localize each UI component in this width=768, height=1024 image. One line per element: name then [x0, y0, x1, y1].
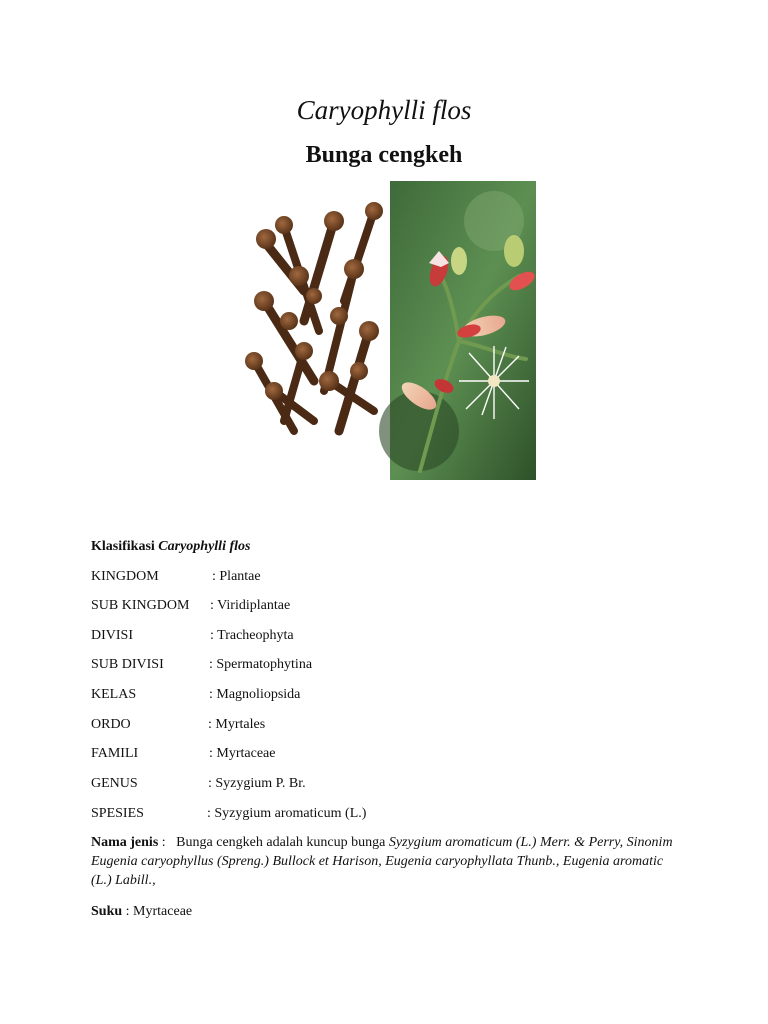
taxon-value: : Myrtaceae: [209, 746, 276, 761]
taxon-value: : Syzygium aromaticum (L.): [207, 806, 367, 821]
taxon-label: DIVISI: [91, 628, 133, 643]
taxon-label: SPESIES: [91, 806, 144, 821]
taxon-label: FAMILI: [91, 746, 139, 761]
taxon-label: GENUS: [91, 776, 138, 791]
nama-jenis-scientific-names: Syzygium aromaticum (L.) Merr. & Perry, Sinonim Eugenia caryophyllus (Spreng.) Bullock et Harison, Eugenia caryophyllata Thunb., Eugenia aromatic (L.) Labill.,: [91, 835, 673, 888]
suku-line: [91, 902, 192, 921]
taxon-value: : Syzygium P. Br.: [208, 776, 306, 791]
suku-value: : Myrtaceae: [122, 904, 193, 919]
nama-jenis-text: Bunga cengkeh adalah kuncup bunga: [176, 835, 389, 850]
taxon-value: : Tracheophyta: [210, 628, 294, 643]
nama-jenis-separator: :: [158, 835, 177, 850]
taxon-label: SUB DIVISI: [91, 657, 164, 672]
taxon-label: ORDO: [91, 717, 131, 732]
taxon-value: : Magnoliopsida: [209, 687, 301, 702]
suku-label: Suku: [91, 904, 123, 919]
taxon-value: : Spermatophytina: [209, 657, 313, 672]
fresh-clove-flowers-image: [379, 181, 536, 480]
taxon-label: KINGDOM: [91, 569, 159, 584]
classification-heading: [91, 538, 250, 556]
dried-cloves-image: [244, 181, 390, 480]
taxon-label: SUB KINGDOM: [91, 598, 190, 613]
document-title: Caryophylli flos: [296, 95, 472, 125]
taxon-value: : Viridiplantae: [210, 598, 291, 613]
clove-photo: [244, 181, 536, 480]
taxon-label: KELAS: [91, 687, 137, 702]
document-subtitle: Bunga cengkeh: [305, 142, 463, 168]
taxon-value: : Myrtales: [208, 717, 266, 732]
nama-jenis-label: Nama jenis: [91, 835, 159, 850]
classification-heading-prefix: Klasifikasi: [91, 539, 155, 554]
taxon-value: : Plantae: [212, 569, 261, 584]
classification-heading-species: Caryophylli flos: [158, 539, 251, 554]
nama-jenis-paragraph: [91, 833, 681, 890]
